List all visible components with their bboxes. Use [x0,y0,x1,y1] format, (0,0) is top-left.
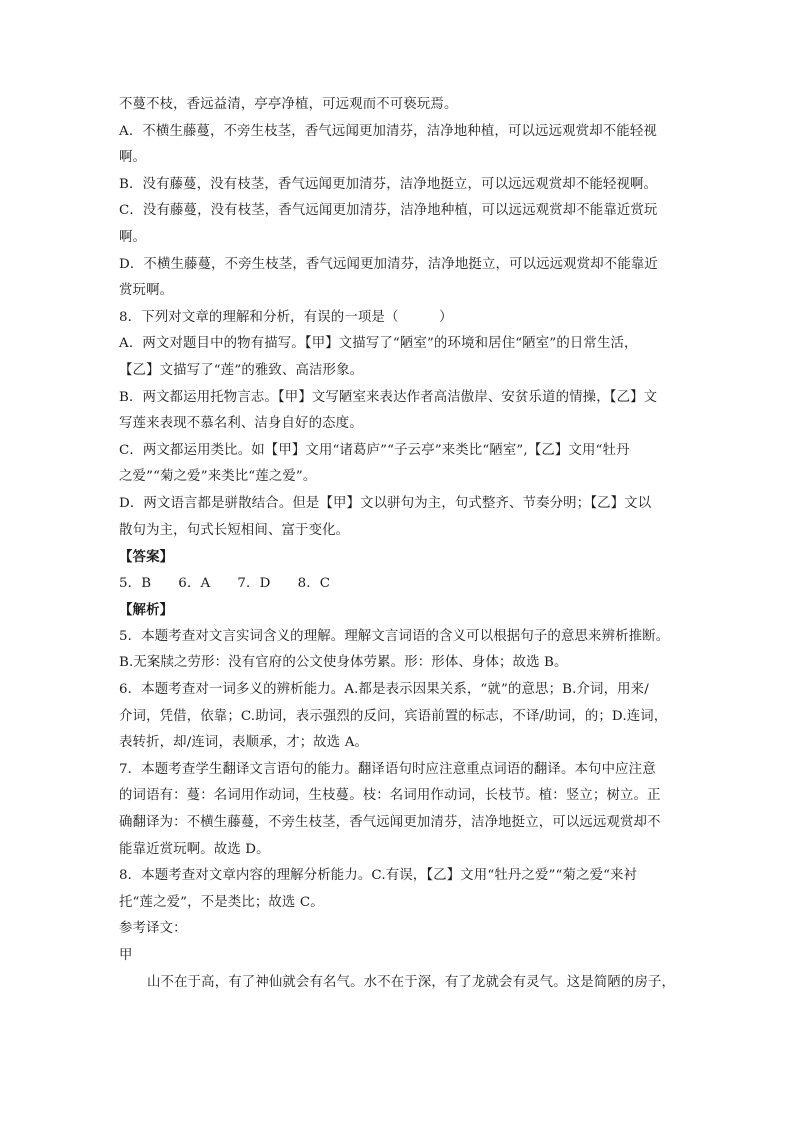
text-line: 【解析】 [119,602,174,619]
text-line: 啊。 [119,229,147,245]
text-line: C．没有藤蔓，没有枝茎，香气远闻更加清芬，洁净地种植，可以远远观赏却不能靠近赏玩 [119,203,658,219]
text-line: A．不横生藤蔓，不旁生枝茎，香气远闻更加清芬，洁净地种植，可以远远观赏却不能轻视 [119,123,657,139]
text-line: 甲 [119,948,133,963]
text-line: 8．下列对文章的理解和分析，有误的一项是（ ） [119,309,453,325]
text-line: B．两文都运用托物言志。【甲】文写陋室来表达作者高洁傲岸、安贫乐道的情操，【乙】文 [119,389,658,405]
text-line: 8．本题考查对文章内容的理解分析能力。C.有误，【乙】文用“牡丹之爱”“菊之爱“来衬 [119,868,638,884]
text-line: D．不横生藤蔓，不旁生枝茎，香气远闻更加清芬，洁净地挺立，可以远远观赏却不能靠近 [119,256,658,272]
text-line: 7．本题考查学生翻译文言语句的能力。翻译语句时应注意重点词语的翻译。本句中应注意 [119,761,656,777]
text-line: A．两文对题目中的物有描写。【甲】文描写了“陋室”的环境和居住“陋室”的日常生活， [119,336,638,352]
text-line: 散句为主，句式长短相间、富于变化。 [119,522,350,538]
text-line: 【乙】文描写了“莲”的雅致、高洁形象。 [119,362,364,378]
text-line: 【答案】 [119,549,174,566]
text-line: 啊。 [119,150,147,166]
text-line: 托“莲之爱”，不是类比；故选 C。 [119,894,324,910]
text-line: B．没有藤蔓，没有枝茎，香气远闻更加清芬，洁净地挺立，可以远远观赏却不能轻视啊。 [119,176,658,192]
text-line: 确翻译为：不横生藤蔓，不旁生枝茎，香气远闻更加清芬，洁净地挺立，可以远远观赏却不 [119,815,661,831]
text-line: 之爱”“菊之爱”来类比“莲之爱”。 [119,469,317,485]
text-line: D．两文语言都是骈散结合。但是【甲】文以骈句为主，句式整齐、节奏分明；【乙】文以 [119,495,652,511]
text-line: 山不在于高，有了神仙就会有名气。水不在于深，有了龙就会有灵气。这是简陋的房子， [147,974,676,990]
text-line: 参考译文： [119,921,187,937]
text-line: 的词语有：蔓：名词用作动词，生枝蔓。枝：名词用作动词，长枝节。植：竖立；树立。正 [119,788,661,804]
text-line: B.无案牍之劳形：没有官府的公文使身体劳累。形：形体、身体；故选 B。 [119,655,568,671]
text-line: 不蔓不枝，香远益清，亭亭净植，可远观而不可亵玩焉。 [119,97,458,112]
text-line: 5．本题考查对文言实词含义的理解。理解文言词语的含义可以根据句子的意思来辨析推断。 [119,628,670,644]
text-line: C．两文都运用类比。如【甲】文用“诸葛庐”“子云亭”来类比“陋室”,【乙】文用“牡丹 [119,442,630,458]
text-line: 6．本题考查对一词多义的辨析能力。A.都是表示因果关系，“就”的意思；B.介词，用来/ [119,682,649,698]
text-line: 5．B 6．A 7．D 8．C [119,575,331,591]
text-line: 表转折，却/连词，表顺承，才；故选 A。 [119,735,369,751]
text-line: 介词，凭借，依靠；C.助词，表示强烈的反问，宾语前置的标志，不译/助词，的；D.连词， [119,708,668,724]
text-line: 能靠近赏玩啊。故选 D。 [119,841,270,857]
text-line: 赏玩啊。 [119,283,174,299]
document-body [119,92,679,996]
text-line: 写莲来表现不慕名利、洁身自好的态度。 [119,416,363,432]
